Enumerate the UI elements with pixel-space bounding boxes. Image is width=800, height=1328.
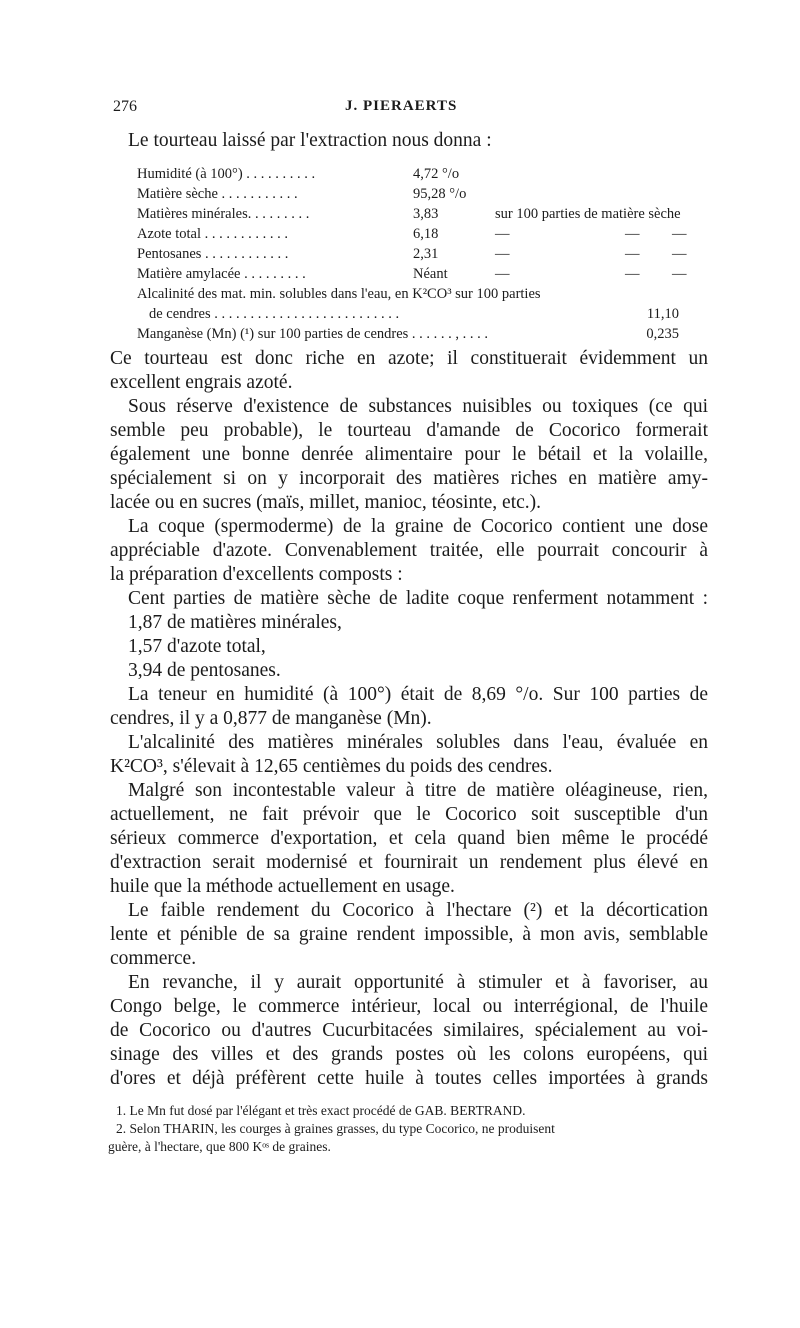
body-line: commerce. (110, 948, 197, 969)
body-line: sinage des villes et des grands postes où les colons européens, qui (110, 1044, 708, 1065)
body-line: Malgré son incontestable valeur à titre de matière oléagineuse, rien, (128, 780, 708, 801)
row-label: Matière amylacée . . . . . . . . . (137, 266, 306, 282)
row-value: 3,83 (413, 206, 439, 222)
body-line: excellent engrais azoté. (110, 372, 293, 393)
row-value: 2,31 (413, 246, 439, 262)
body-line: Le faible rendement du Cocorico à l'hectare (²) et la décortication (128, 900, 708, 921)
body-line: Congo belge, le commerce intérieur, local ou interrégional, de l'huile (110, 996, 708, 1017)
body-line: spécialement si on y incorporait des matières riches en matière amy- (110, 468, 708, 489)
body-line: également une bonne denrée alimentaire pour le bétail et la volaille, (110, 444, 708, 465)
body-line: lacée ou en sucres (maïs, millet, manioc, téosinte, etc.). (110, 492, 542, 513)
ditto-mark: — (672, 226, 687, 242)
ditto-mark: — (672, 246, 687, 262)
ditto-mark: — (495, 266, 510, 282)
body-line: lente et pénible de sa graine rendent impossible, à mon avis, semblable (110, 924, 708, 945)
body-line: actuellement, ne fait prévoir que le Cocorico soit susceptible d'un (110, 804, 708, 825)
ditto-mark: — (495, 246, 510, 262)
body-line: K²CO³, s'élevait à 12,65 centièmes du poids des cendres. (110, 756, 553, 777)
ditto-mark: — (672, 266, 687, 282)
body-line: Cent parties de matière sèche de ladite coque renferment notamment : (128, 588, 708, 609)
body-line: de Cocorico ou d'autres Cucurbitacées similaires, spécialement au voi- (110, 1020, 708, 1041)
row-unit: sur 100 parties de matière sèche (495, 206, 681, 222)
analysis-row (137, 226, 707, 246)
alcalinite-value: 11,10 (646, 306, 679, 322)
alcalinite-label-continued: de cendres . . . . . . . . . . . . . . . . . . . . . . . . . . (149, 306, 400, 322)
body-line: huile que la méthode actuellement en usage. (110, 876, 455, 897)
body-line: 1,57 d'azote total, (128, 636, 266, 657)
row-label: Matière sèche . . . . . . . . . . . (137, 186, 298, 202)
body-line: appréciable d'azote. Convenablement traitée, elle pourrait concourir à (110, 540, 708, 561)
ditto-mark: — (495, 226, 510, 242)
analysis-row (137, 206, 707, 226)
footnote-continued: guère, à l'hectare, que 800 Kᵒˢ de graines. (108, 1139, 331, 1154)
analysis-row (137, 326, 707, 346)
body-line: semble peu probable), le tourteau d'amande de Cocorico formerait (110, 420, 708, 441)
row-value: 4,72 °/o (413, 166, 460, 182)
footnote: 2. Selon THARIN, les courges à graines grasses, du type Cocorico, ne produisent (116, 1121, 555, 1136)
body-line: En revanche, il y aurait opportunité à stimuler et à favoriser, au (128, 972, 708, 993)
row-value: 95,28 °/o (413, 186, 467, 202)
body-line: L'alcalinité des matières minérales solubles dans l'eau, évaluée en (128, 732, 708, 753)
page-number: 276 (113, 98, 137, 115)
body-line: La teneur en humidité (à 100°) était de 8,69 °/o. Sur 100 parties de (128, 684, 708, 705)
analysis-row (137, 286, 707, 306)
ditto-mark: — (625, 266, 640, 282)
ditto-mark: — (625, 226, 640, 242)
row-value: Néant (413, 266, 448, 282)
manganese-value: 0,235 (646, 326, 679, 342)
body-line: la préparation d'excellents composts : (110, 564, 403, 585)
analysis-row (137, 306, 707, 326)
ditto-mark: — (625, 246, 640, 262)
row-label: Azote total . . . . . . . . . . . . (137, 226, 289, 242)
body-line: Sous réserve d'existence de substances nuisibles ou toxiques (ce qui (128, 396, 708, 417)
row-label: Humidité (à 100°) . . . . . . . . . . (137, 166, 316, 182)
body-line: cendres, il y a 0,877 de manganèse (Mn). (110, 708, 432, 729)
row-label: Matières minérales. . . . . . . . . (137, 206, 310, 222)
body-line: d'ores et déjà préfèrent cette huile à toutes celles importées à grands (110, 1068, 708, 1089)
running-header-author: J. PIERAERTS (345, 98, 458, 114)
analysis-row (137, 166, 707, 186)
analysis-row (137, 246, 707, 266)
body-line: La coque (spermoderme) de la graine de Cocorico contient une dose (128, 516, 708, 537)
footnote: 1. Le Mn fut dosé par l'élégant et très exact procédé de GAB. BERTRAND. (116, 1103, 526, 1118)
analysis-row (137, 186, 707, 206)
body-line: 3,94 de pentosanes. (128, 660, 281, 681)
body-line: Ce tourteau est donc riche en azote; il constituerait évidemment un (110, 348, 708, 369)
intro-sentence: Le tourteau laissé par l'extraction nous donna : (128, 130, 492, 151)
row-label: Pentosanes . . . . . . . . . . . . (137, 246, 289, 262)
body-line: 1,87 de matières minérales, (128, 612, 342, 633)
body-line: d'extraction serait modernisé et fournirait un rendement plus élevé en (110, 852, 708, 873)
manganese-label: Manganèse (Mn) (¹) sur 100 parties de cendres . . . . . . , . . . . (137, 326, 489, 342)
body-line: sérieux commerce d'exportation, et cela quand bien même le procédé (110, 828, 708, 849)
alcalinite-label: Alcalinité des mat. min. solubles dans l'eau, en K²CO³ sur 100 parties (137, 286, 541, 302)
analysis-row (137, 266, 707, 286)
row-value: 6,18 (413, 226, 439, 242)
